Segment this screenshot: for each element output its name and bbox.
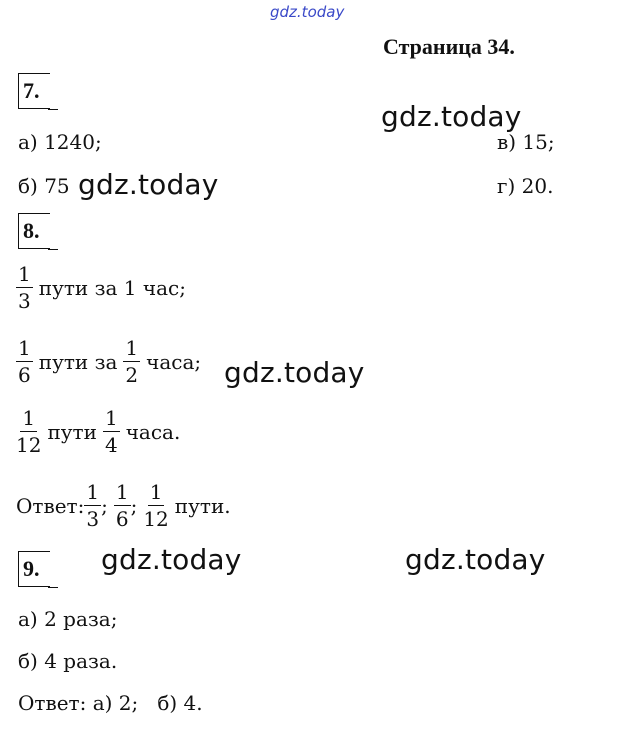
denominator: 12 (16, 433, 42, 457)
numerator: 1 (104, 406, 118, 430)
task-7-answer-v: в) 15; (497, 130, 555, 154)
watermark-top: gdz.today (270, 3, 345, 21)
numerator: 1 (22, 406, 36, 430)
numerator: 1 (18, 262, 31, 286)
fraction (16, 337, 33, 386)
fraction (123, 337, 140, 386)
denominator: 12 (143, 507, 169, 531)
fraction (84, 481, 101, 530)
task-9-answer-a: а) 2 раза; (18, 607, 118, 631)
denominator: 4 (104, 433, 118, 457)
denominator: 3 (86, 507, 100, 531)
task-8-line-2 (16, 337, 201, 386)
separator: ; (130, 493, 138, 518)
fraction (114, 481, 131, 530)
numerator: 1 (125, 336, 139, 360)
watermark: gdz.today (405, 543, 546, 576)
task-9-final-answer: Ответ: а) 2; б) 4. (18, 691, 203, 715)
line-text: пути (47, 419, 97, 444)
line-text: пути за 1 час; (38, 275, 186, 300)
task-7-number: 7. (18, 73, 50, 109)
numerator: 1 (115, 480, 129, 504)
watermark: gdz.today (101, 543, 242, 576)
task-8-answer (16, 481, 231, 530)
separator: ; (101, 493, 108, 518)
task-7-answer-a: а) 1240; (18, 130, 102, 154)
denominator: 3 (18, 289, 31, 313)
answer-text: пути. (174, 493, 231, 518)
numerator: 1 (86, 480, 100, 504)
watermark: gdz.today (381, 100, 522, 133)
page-title: Страница 34. (383, 34, 515, 59)
numerator: 1 (18, 336, 31, 360)
task-7-answer-g: г) 20. (497, 174, 554, 198)
task-9-answer-b: б) 4 раза. (18, 649, 118, 673)
line-text: пути за (38, 349, 118, 374)
watermark: gdz.today (78, 168, 219, 201)
fraction (16, 407, 41, 456)
task-8-number: 8. (18, 213, 50, 249)
line-text: часа; (146, 349, 202, 374)
numerator: 1 (149, 480, 163, 504)
fraction (143, 481, 168, 530)
denominator: 2 (125, 363, 139, 387)
task-8-line-3 (16, 407, 180, 456)
fraction (103, 407, 120, 456)
task-8-line-1 (16, 263, 186, 312)
denominator: 6 (18, 363, 31, 387)
line-text: часа. (125, 419, 181, 444)
watermark: gdz.today (224, 356, 365, 389)
denominator: 6 (115, 507, 129, 531)
task-9-number: 9. (18, 551, 50, 587)
task-7-answer-b: б) 75 (18, 174, 70, 198)
answer-label: Ответ: (16, 493, 85, 518)
fraction (16, 263, 33, 312)
